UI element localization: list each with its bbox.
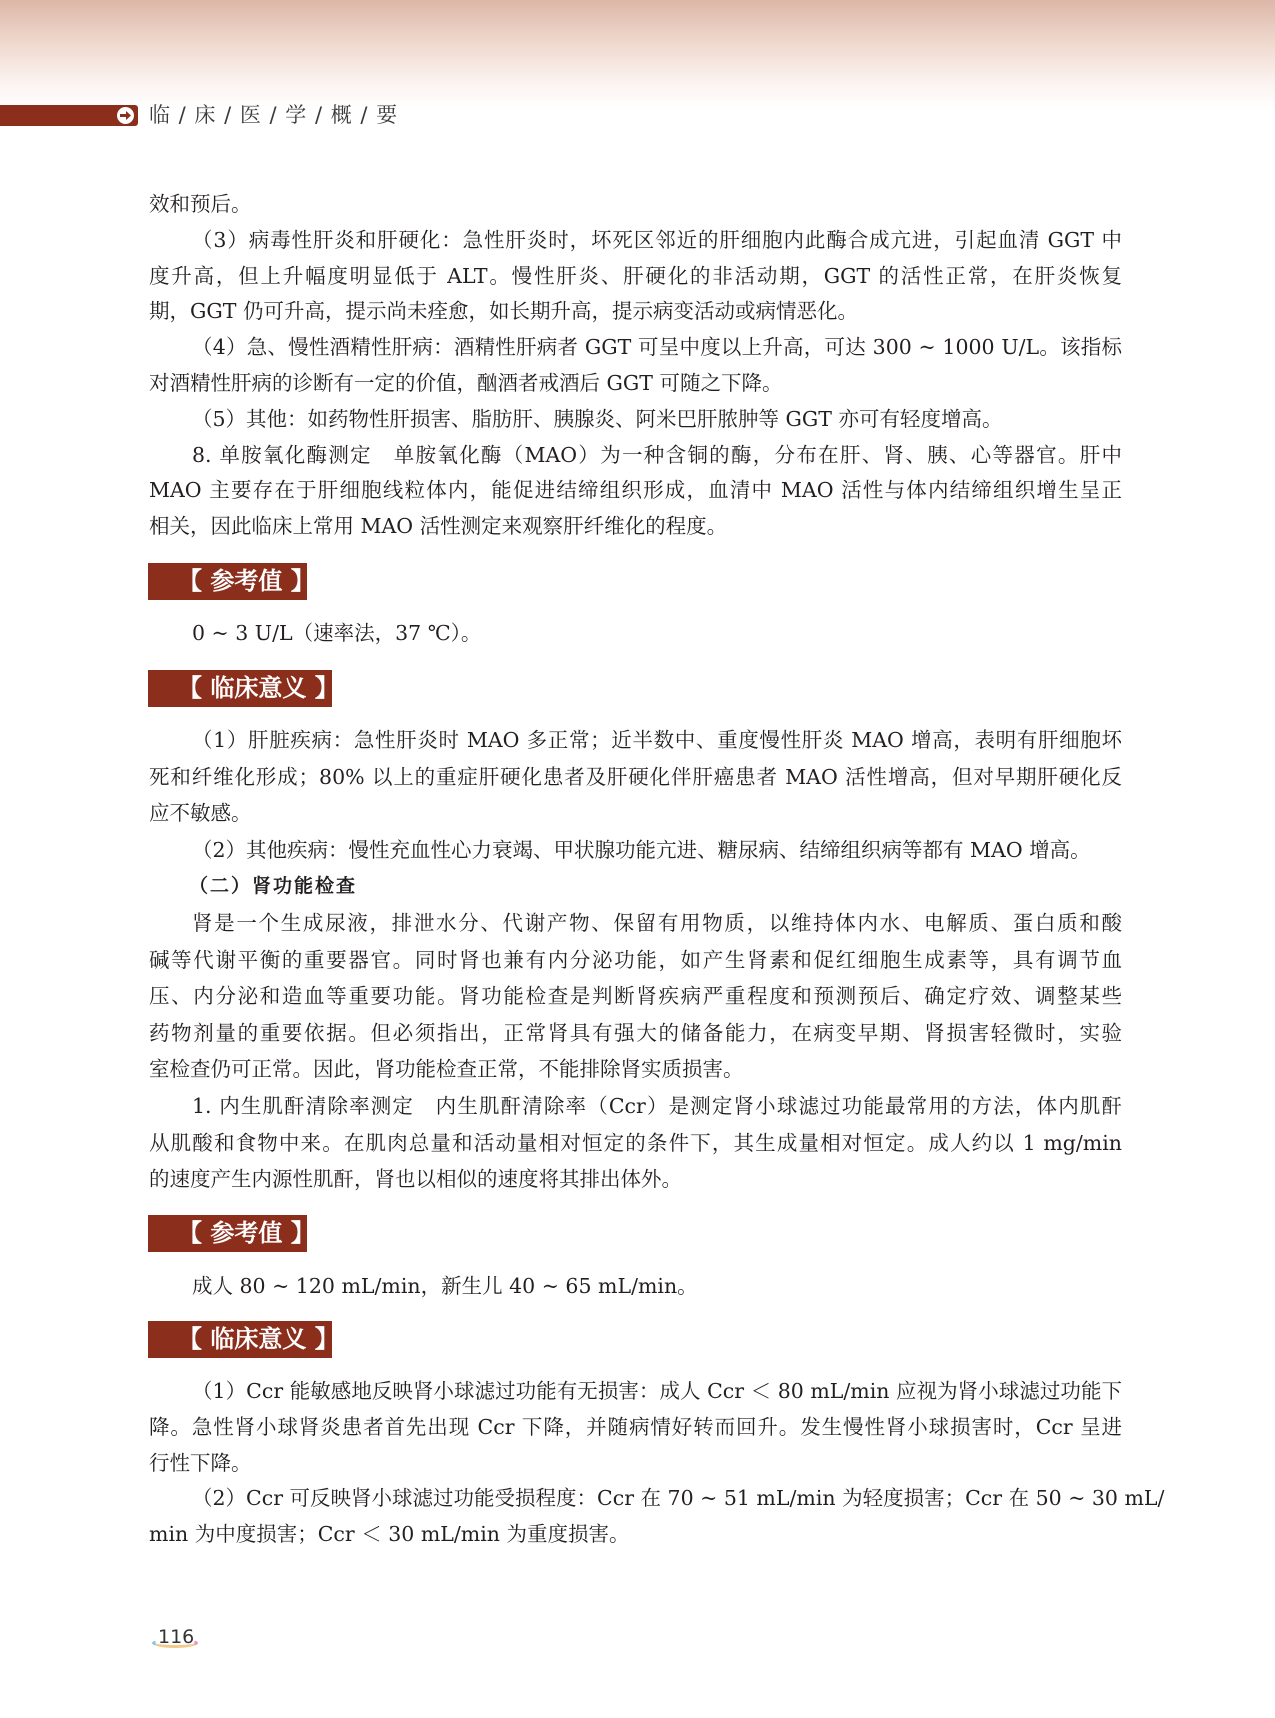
text-line: （2）其他疾病：慢性充血性心力衰竭、甲状腺功能亢进、糖尿病、结缔组织病等都有 MAO 增高。 (192, 837, 1091, 862)
text-line: 肾是一个生成尿液，排泄水分、代谢产物、保留有用物质，以维持体内水、电解质、蛋白质和酸 (192, 910, 1122, 935)
text-line: 死和纤维化形成；80% 以上的重症肝硬化患者及肝硬化伴肝癌患者 MAO 活性增高，但对早期肝硬化反 (149, 764, 1122, 789)
text-line: 相关，因此临床上常用 MAO 活性测定来观察肝纤维化的程度。 (149, 514, 728, 539)
text-line: （4）急、慢性酒精性肝病：酒精性肝病者 GGT 可呈中度以上升高，可达 300 ~ 1000 U/L。该指标 (192, 335, 1122, 360)
text-line: 药物剂量的重要依据。但必须指出，正常肾具有强大的储备能力，在病变早期、肾损害轻微时，实验 (149, 1020, 1122, 1045)
page-number-text: 116 (158, 1626, 195, 1648)
text-line: 行性下降。 (149, 1450, 252, 1475)
text-line: min 为中度损害；Ccr ＜ 30 mL/min 为重度损害。 (149, 1522, 630, 1547)
header-gradient (0, 0, 1275, 110)
text-line: 应不敏感。 (149, 801, 252, 826)
text-line: 压、内分泌和造血等重要功能。肾功能检查是判断肾疾病严重程度和预测预后、确定疗效、调整某些 (149, 984, 1122, 1009)
text-line: （5）其他：如药物性肝损害、脂肪肝、胰腺炎、阿米巴肝脓肿等 GGT 亦可有轻度增高。 (192, 406, 1003, 431)
book-title: 临 / 床 / 医 / 学 / 概 / 要 (149, 103, 399, 127)
reference-value-tag: 【 参考值 】 (148, 563, 307, 600)
text-block-ggt-mao (149, 187, 1122, 545)
text-block-ccr (149, 1374, 1165, 1553)
reference-value-tag: 【 参考值 】 (148, 1215, 307, 1252)
clinical-significance-tag: 【 临床意义 】 (148, 1321, 332, 1358)
text-line: （3）病毒性肝炎和肝硬化：急性肝炎时，坏死区邻近的肝细胞内此酶合成亢进，引起血清 GGT 中 (192, 227, 1122, 252)
arrow-right-circle-icon (117, 107, 134, 124)
text-line: 1. 内生肌酐清除率测定 内生肌酐清除率（Ccr）是测定肾小球滤过功能最常用的方法，体内肌酐 (192, 1093, 1122, 1118)
text-line: 对酒精性肝病的诊断有一定的价值，酗酒者戒酒后 GGT 可随之下降。 (149, 370, 783, 395)
text-line: 度升高，但上升幅度明显低于 ALT。慢性肝炎、肝硬化的非活动期，GGT 的活性正常，在肝炎恢复 (149, 263, 1122, 288)
mao-reference-value: 0 ~ 3 U/L（速率法，37 ℃）。 (192, 621, 482, 645)
text-line: 降。急性肾小球肾炎患者首先出现 Ccr 下降，并随病情好转而回升。发生慢性肾小球损害时，Ccr 呈进 (149, 1414, 1122, 1439)
text-line: （2）Ccr 可反映肾小球滤过功能受损程度：Ccr 在 70 ~ 51 mL/min 为轻度损害；Ccr 在 50 ~ 30 mL/ (192, 1486, 1165, 1511)
page-number (148, 1626, 203, 1654)
text-line: 室检查仍可正常。因此，肾功能检查正常，不能排除肾实质损害。 (149, 1057, 744, 1082)
text-line: 期，GGT 仍可升高，提示尚未痊愈，如长期升高，提示病变活动或病情恶化。 (149, 299, 858, 324)
section-heading: （二）肾功能检查 (189, 875, 358, 898)
text-line: （1）肝脏疾病：急性肝炎时 MAO 多正常；近半数中、重度慢性肝炎 MAO 增高，表明有肝细胞坏 (192, 728, 1122, 752)
text-line: 的速度产生内源性肌酐，肾也以相似的速度将其排出体外。 (149, 1167, 682, 1192)
text-block-mao-kidney (149, 722, 1122, 1198)
clinical-significance-tag: 【 临床意义 】 (148, 670, 332, 707)
text-line: 从肌酸和食物中来。在肌肉总量和活动量相对恒定的条件下，其生成量相对恒定。成人约以 1 mg/min (149, 1130, 1122, 1155)
text-line: 8. 单胺氧化酶测定 单胺氧化酶（MAO）为一种含铜的酶，分布在肝、肾、胰、心等器官。肝中 (192, 442, 1122, 467)
ccr-reference-value: 成人 80 ~ 120 mL/min，新生儿 40 ~ 65 mL/min。 (192, 1274, 698, 1298)
text-line: 效和预后。 (149, 192, 252, 216)
text-line: 碱等代谢平衡的重要器官。同时肾也兼有内分泌功能，如产生肾素和促红细胞生成素等，具有调节血 (149, 947, 1122, 972)
text-line: MAO 主要存在于肝细胞线粒体内，能促进结缔组织形成，血清中 MAO 活性与体内结缔组织增生呈正 (149, 478, 1122, 503)
text-line: （1）Ccr 能敏感地反映肾小球滤过功能有无损害：成人 Ccr ＜ 80 mL/min 应视为肾小球滤过功能下 (192, 1379, 1122, 1403)
